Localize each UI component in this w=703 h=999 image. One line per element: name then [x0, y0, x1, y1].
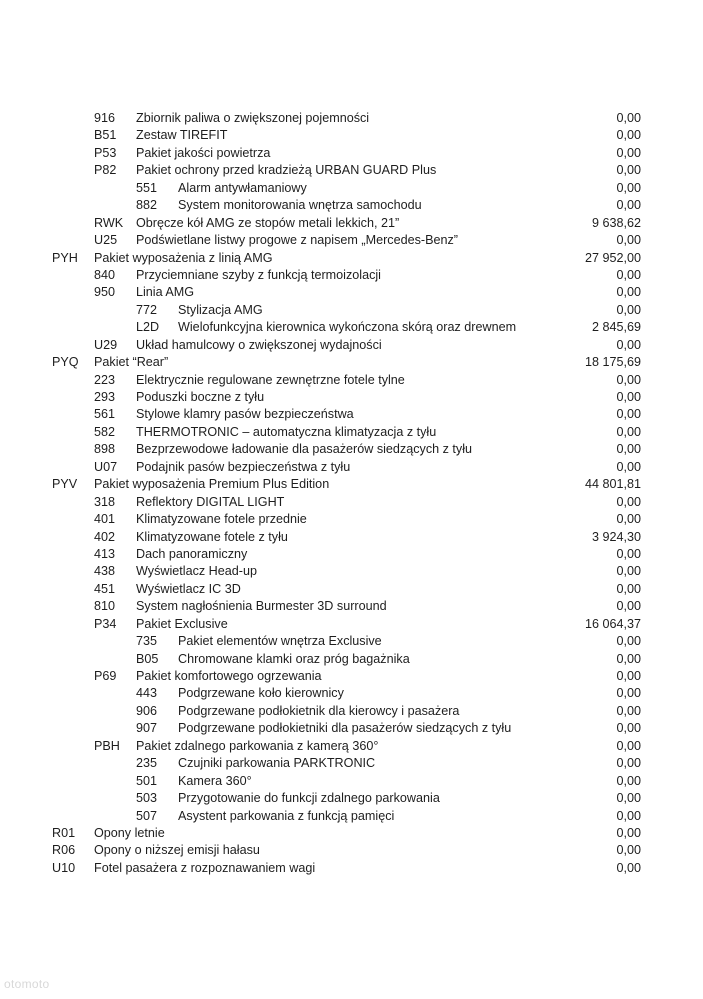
option-description: Zbiornik paliwa o zwiększonej pojemności: [136, 111, 370, 125]
equipment-row: [0, 860, 703, 877]
equipment-row: [0, 406, 703, 423]
equipment-row: [0, 773, 703, 790]
option-code: 898: [94, 442, 116, 457]
option-description: Podajnik pasów bezpieczeństwa z tyłu: [136, 459, 351, 474]
option-description: Wyświetlacz Head-up: [136, 564, 257, 579]
option-description: Elektrycznie regulowane zewnętrzne fotele tylne: [136, 372, 405, 387]
equipment-row: [0, 529, 703, 546]
equipment-row: [0, 197, 703, 214]
option-description: Klimatyzowane fotele z tyłu: [136, 529, 288, 544]
option-code: U07: [94, 459, 118, 474]
option-price: 0,00: [616, 773, 641, 788]
option-code: R01: [52, 825, 76, 840]
option-price: 0,00: [616, 407, 641, 422]
option-code: PBH: [94, 738, 120, 753]
equipment-row: [0, 511, 703, 528]
option-code: 906: [136, 703, 158, 718]
option-description: Podgrzewane koło kierownicy: [178, 686, 344, 701]
option-description: Wielofunkcyjna kierownica wykończona skórą oraz drewnem: [178, 320, 517, 335]
option-price: 0,00: [616, 442, 641, 457]
watermark: otomoto: [4, 977, 50, 991]
option-price: 0,00: [616, 791, 641, 806]
option-price: 0,00: [616, 599, 641, 614]
option-price: 0,00: [616, 738, 641, 753]
option-price: 2 845,69: [591, 320, 641, 335]
equipment-row: [0, 162, 703, 179]
option-code: 503: [136, 791, 158, 806]
option-code: PYQ: [52, 355, 79, 370]
option-description: System nagłośnienia Burmester 3D surround: [136, 599, 387, 614]
option-description: Pakiet jakości powietrza: [136, 145, 271, 160]
option-description: Reflektory DIGITAL LIGHT: [136, 494, 285, 509]
option-description: Podświetlane listwy progowe z napisem „Mercedes-Benz”: [136, 233, 458, 248]
option-price: 0,00: [616, 546, 641, 561]
option-description: Asystent parkowania z funkcją pamięci: [178, 808, 395, 823]
option-price: 0,00: [616, 302, 641, 317]
option-code: P82: [94, 163, 117, 178]
option-code: PYH: [52, 250, 78, 265]
option-price: 0,00: [616, 233, 641, 248]
equipment-row: [0, 808, 703, 825]
option-code: U29: [94, 337, 118, 352]
option-description: Fotel pasażera z rozpoznawaniem wagi: [94, 860, 316, 875]
option-code: L2D: [136, 320, 160, 335]
option-code: 582: [94, 424, 116, 439]
option-description: Pakiet ochrony przed kradzieżą URBAN GUARD Plus: [136, 163, 437, 178]
equipment-row: [0, 633, 703, 650]
option-description: Pakiet “Rear”: [94, 355, 169, 370]
equipment-row: [0, 180, 703, 197]
option-description: Podgrzewane podłokietniki dla pasażerów siedzących z tyłu: [178, 721, 512, 736]
option-code: 950: [94, 285, 116, 300]
option-code: RWK: [94, 215, 124, 230]
equipment-row: [0, 372, 703, 389]
option-description: Opony o niższej emisji hałasu: [94, 843, 260, 858]
option-description: Stylowe klamry pasów bezpieczeństwa: [136, 407, 354, 422]
option-description: Pakiet elementów wnętrza Exclusive: [178, 634, 382, 649]
equipment-row: [0, 494, 703, 511]
option-code: B05: [136, 651, 159, 666]
equipment-row: [0, 842, 703, 859]
option-description: Chromowane klamki oraz próg bagażnika: [178, 651, 410, 666]
option-price: 44 801,81: [584, 477, 641, 492]
option-description: Stylizacja AMG: [178, 302, 263, 317]
option-code: U25: [94, 233, 118, 248]
option-description: Linia AMG: [136, 285, 195, 300]
equipment-row: [0, 337, 703, 354]
option-code: P53: [94, 145, 117, 160]
equipment-row: [0, 476, 703, 493]
option-code: PYV: [52, 477, 78, 492]
option-code: 840: [94, 267, 116, 282]
option-description: Obręcze kół AMG ze stopów metali lekkich, 21”: [136, 215, 400, 230]
option-price: 0,00: [616, 703, 641, 718]
option-price: 0,00: [616, 390, 641, 404]
equipment-row: [0, 598, 703, 615]
equipment-row: [0, 738, 703, 755]
equipment-row: [0, 145, 703, 162]
option-price: 0,00: [616, 686, 641, 701]
option-description: Przyciemniane szyby z funkcją termoizolacji: [136, 267, 381, 282]
equipment-row: [0, 232, 703, 249]
option-code: 561: [94, 407, 116, 422]
option-price: 3 924,30: [591, 529, 641, 544]
equipment-list: [0, 110, 703, 877]
option-price: 0,00: [616, 581, 641, 596]
option-price: 0,00: [616, 372, 641, 387]
option-code: 772: [136, 302, 158, 317]
option-code: 882: [136, 198, 158, 213]
option-description: Układ hamulcowy o zwiększonej wydajności: [136, 337, 382, 352]
equipment-row: [0, 302, 703, 319]
option-code: 402: [94, 529, 116, 544]
option-price: 0,00: [616, 843, 641, 858]
option-code: 810: [94, 599, 116, 614]
option-price: 0,00: [616, 459, 641, 474]
option-code: 907: [136, 721, 158, 736]
equipment-row: [0, 250, 703, 267]
option-price: 0,00: [616, 424, 641, 439]
option-description: Kamera 360°: [178, 773, 252, 788]
option-code: 735: [136, 634, 158, 649]
option-price: 0,00: [616, 669, 641, 683]
equipment-row: [0, 354, 703, 371]
option-price: 0,00: [616, 145, 641, 160]
option-price: 0,00: [616, 337, 641, 352]
option-description: Pakiet komfortowego ogrzewania: [136, 669, 322, 683]
option-price: 0,00: [616, 756, 641, 771]
option-price: 0,00: [616, 808, 641, 823]
option-code: P34: [94, 616, 117, 631]
option-code: 501: [136, 773, 158, 788]
equipment-row: [0, 424, 703, 441]
option-price: 16 064,37: [584, 616, 641, 631]
option-description: Zestaw TIREFIT: [136, 128, 228, 143]
option-price: 0,00: [616, 128, 641, 143]
option-description: Klimatyzowane fotele przednie: [136, 512, 307, 527]
option-code: 223: [94, 372, 116, 387]
equipment-row: [0, 825, 703, 842]
option-price: 0,00: [616, 163, 641, 178]
equipment-row: [0, 546, 703, 563]
option-description: Dach panoramiczny: [136, 546, 248, 561]
option-price: 18 175,69: [584, 355, 641, 370]
equipment-row: [0, 110, 703, 127]
option-price: 0,00: [616, 721, 641, 736]
option-code: 413: [94, 546, 116, 561]
equipment-row: [0, 790, 703, 807]
equipment-row: [0, 319, 703, 336]
option-price: 0,00: [616, 267, 641, 282]
equipment-row: [0, 215, 703, 232]
option-code: 235: [136, 756, 158, 771]
option-description: System monitorowania wnętrza samochodu: [178, 198, 422, 213]
equipment-row: [0, 616, 703, 633]
option-code: B51: [94, 128, 117, 143]
option-description: Wyświetlacz IC 3D: [136, 581, 241, 596]
option-description: THERMOTRONIC – automatyczna klimatyzacja z tyłu: [136, 424, 437, 439]
option-code: 507: [136, 808, 158, 823]
option-description: Poduszki boczne z tyłu: [136, 390, 265, 404]
option-code: 551: [136, 180, 158, 195]
option-code: 916: [94, 111, 116, 125]
option-description: Pakiet wyposażenia z linią AMG: [94, 250, 273, 265]
option-price: 0,00: [616, 825, 641, 840]
option-code: 443: [136, 686, 158, 701]
option-code: 438: [94, 564, 116, 579]
option-price: 0,00: [616, 651, 641, 666]
option-description: Czujniki parkowania PARKTRONIC: [178, 756, 376, 771]
equipment-row: [0, 581, 703, 598]
equipment-row: [0, 389, 703, 406]
equipment-row: [0, 284, 703, 301]
option-price: 0,00: [616, 860, 641, 875]
equipment-row: [0, 685, 703, 702]
option-description: Bezprzewodowe ładowanie dla pasażerów siedzących z tyłu: [136, 442, 473, 457]
option-description: Opony letnie: [94, 825, 165, 840]
option-description: Podgrzewane podłokietnik dla kierowcy i pasażera: [178, 703, 460, 718]
option-description: Pakiet zdalnego parkowania z kamerą 360°: [136, 738, 379, 753]
equipment-row: [0, 703, 703, 720]
option-code: R06: [52, 843, 76, 858]
option-code: U10: [52, 860, 76, 875]
option-price: 0,00: [616, 512, 641, 527]
equipment-row: [0, 441, 703, 458]
equipment-row: [0, 720, 703, 737]
option-price: 0,00: [616, 494, 641, 509]
option-price: 9 638,62: [591, 215, 641, 230]
equipment-row: [0, 651, 703, 668]
equipment-row: [0, 127, 703, 144]
option-description: Pakiet Exclusive: [136, 616, 228, 631]
option-price: 0,00: [616, 111, 641, 125]
option-price: 27 952,00: [584, 250, 641, 265]
option-code: 293: [94, 390, 116, 404]
equipment-row: [0, 563, 703, 580]
option-price: 0,00: [616, 634, 641, 649]
option-price: 0,00: [616, 198, 641, 213]
equipment-row: [0, 755, 703, 772]
option-price: 0,00: [616, 285, 641, 300]
option-code: 451: [94, 581, 116, 596]
option-code: P69: [94, 669, 117, 683]
option-code: 401: [94, 512, 116, 527]
option-code: 318: [94, 494, 116, 509]
equipment-row: [0, 668, 703, 685]
equipment-row: [0, 267, 703, 284]
option-description: Przygotowanie do funkcji zdalnego parkowania: [178, 791, 440, 806]
equipment-row: [0, 459, 703, 476]
option-price: 0,00: [616, 180, 641, 195]
option-description: Alarm antywłamaniowy: [178, 180, 307, 195]
option-description: Pakiet wyposażenia Premium Plus Edition: [94, 477, 330, 492]
option-price: 0,00: [616, 564, 641, 579]
